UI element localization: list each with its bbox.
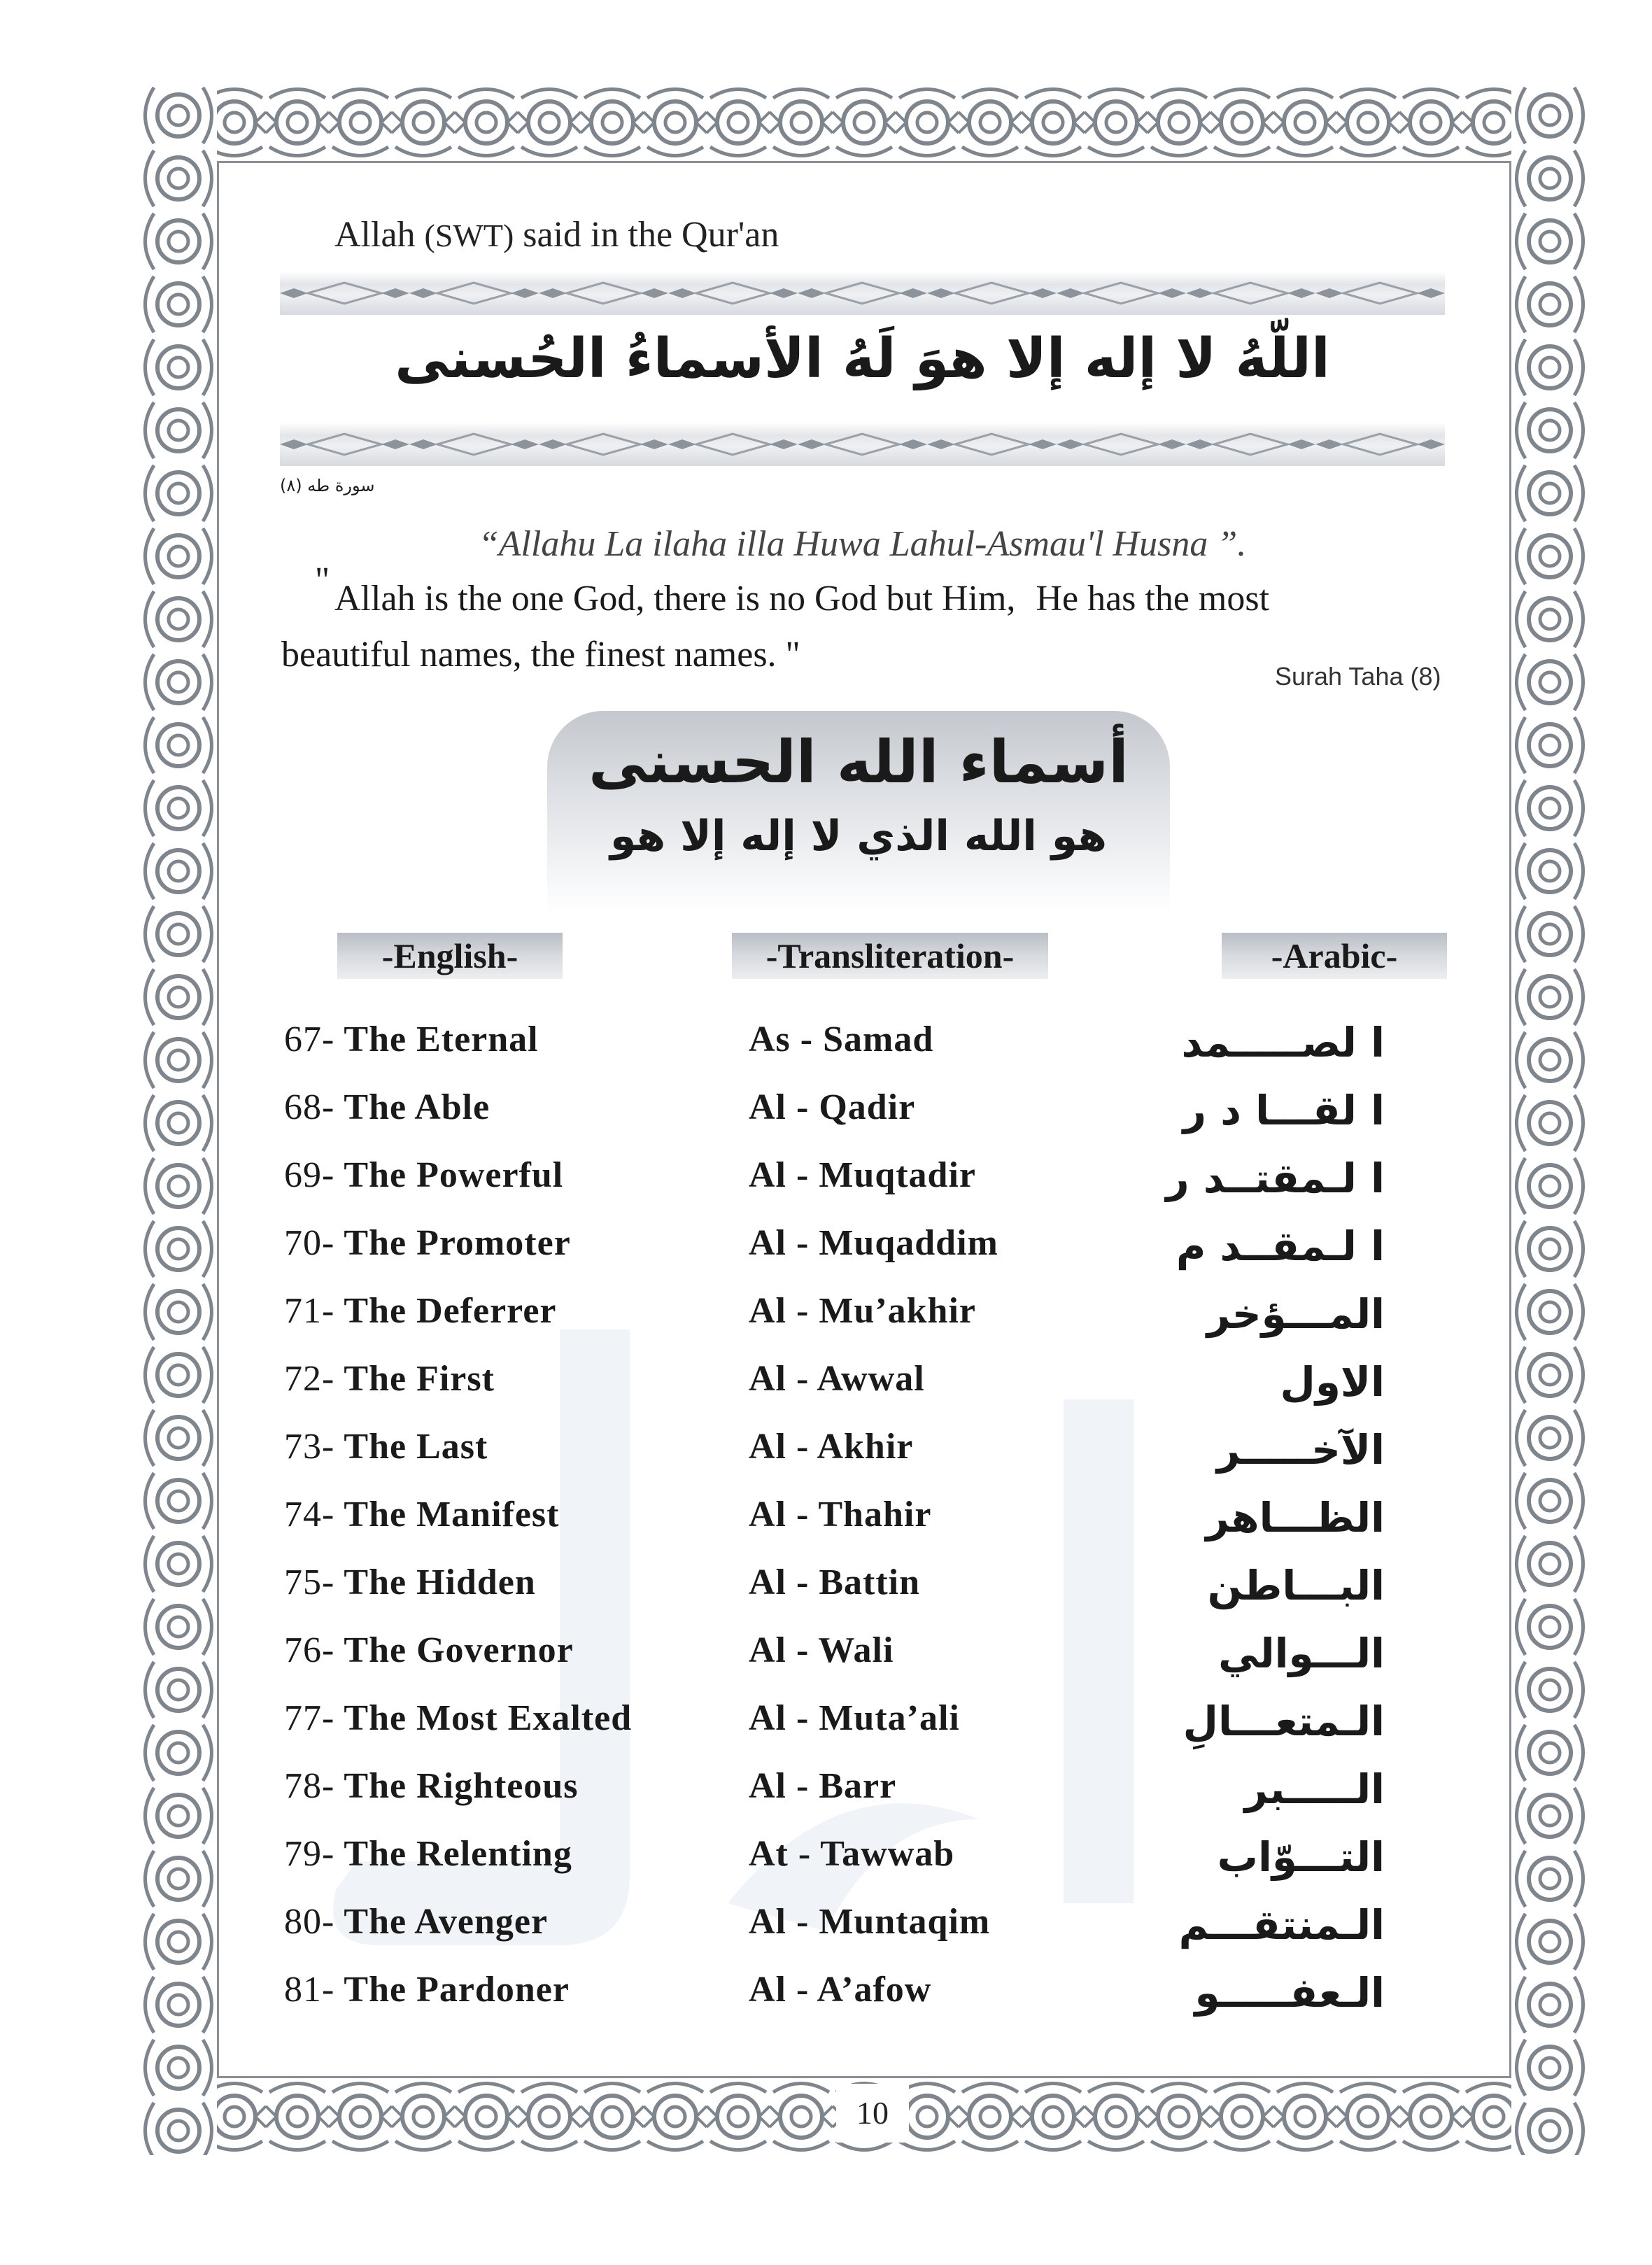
- intro-text-after: said in the Qur'an: [514, 215, 779, 255]
- english-name-text: The Avenger: [344, 1902, 549, 1942]
- transliteration-name: Al - Wali: [749, 1630, 894, 1670]
- english-name: [284, 1494, 559, 1535]
- transliteration-name: Al - Muqtadir: [749, 1155, 976, 1195]
- english-name-text: The Most Exalted: [344, 1698, 633, 1738]
- transliteration-name: Al - Battin: [749, 1562, 920, 1602]
- english-name-text: The Hidden: [344, 1562, 536, 1602]
- row-number: 75-: [284, 1562, 335, 1602]
- quote-open-mark: ": [315, 560, 330, 600]
- transliteration-name: Al - Akhir: [749, 1427, 914, 1467]
- diamond-ornament-strip-bottom: [280, 423, 1445, 466]
- translation-line1-part-b: He has the most: [1036, 579, 1270, 619]
- english-name-text: The First: [344, 1359, 495, 1399]
- english-name: [284, 1290, 556, 1332]
- column-header-arabic: -Arabic-: [1222, 933, 1447, 979]
- intro-text-before: Allah: [334, 215, 425, 255]
- transliteration-name: At - Tawwab: [749, 1834, 955, 1874]
- intro-swt: (SWT): [424, 218, 514, 253]
- row-number: 74-: [284, 1495, 335, 1534]
- english-name: [284, 1155, 563, 1196]
- english-name: [284, 1630, 574, 1671]
- row-number: 77-: [284, 1698, 335, 1738]
- table-row: [0, 1426, 1652, 1493]
- arabic-name: المـــؤخر: [1206, 1290, 1385, 1338]
- english-name-text: The Relenting: [344, 1834, 572, 1874]
- row-number: 79-: [284, 1834, 335, 1874]
- transliteration-name: Al - Muta’ali: [749, 1698, 960, 1738]
- arabic-name: الـمنتقـــم: [1178, 1901, 1385, 1949]
- table-row: [0, 1562, 1652, 1629]
- row-number: 78-: [284, 1766, 335, 1806]
- intro-line: [334, 214, 779, 255]
- arabic-name: الاول: [1280, 1358, 1385, 1406]
- verse-translation-line1: [334, 578, 1269, 619]
- arabic-name: الـــــبر: [1244, 1765, 1385, 1813]
- transliteration-name: Al - Awwal: [749, 1359, 925, 1399]
- table-row: [0, 1901, 1652, 1968]
- english-name-text: The Powerful: [344, 1155, 564, 1195]
- english-name: [284, 1901, 548, 1942]
- table-row: [0, 1155, 1652, 1222]
- diamond-ornament-strip-top: [280, 271, 1445, 315]
- column-header-transliteration: -Transliteration-: [732, 933, 1048, 979]
- table-row: [0, 1630, 1652, 1697]
- arabic-name: ا لـمقتــد ر: [1166, 1155, 1385, 1202]
- table-row: [0, 1019, 1652, 1086]
- table-row: [0, 1969, 1652, 2036]
- table-row: [0, 1358, 1652, 1425]
- english-name-text: The Manifest: [344, 1495, 560, 1534]
- english-name-text: The Eternal: [344, 1019, 539, 1059]
- table-row: [0, 1698, 1652, 1765]
- row-number: 70-: [284, 1223, 335, 1263]
- verse-arabic: اللّهُ لا إله إلا هوَ لَهُ الأسماءُ الحُسنى: [395, 327, 1330, 390]
- table-row: [0, 1833, 1652, 1900]
- english-name-text: The Righteous: [344, 1766, 579, 1806]
- column-header-english: -English-: [337, 933, 563, 979]
- english-name-text: The Deferrer: [344, 1291, 557, 1331]
- english-name: [284, 1426, 488, 1467]
- transliteration-name: Al - Qadir: [749, 1087, 916, 1127]
- row-number: 81-: [284, 1970, 335, 2010]
- arabic-name: التـــوّاب: [1217, 1833, 1385, 1881]
- row-number: 76-: [284, 1630, 335, 1670]
- row-number: 68-: [284, 1087, 335, 1127]
- verse-reference-arabic: سورة طه (٨): [280, 476, 375, 495]
- english-name: [284, 1358, 495, 1399]
- table-row: [0, 1494, 1652, 1561]
- english-name: [284, 1019, 539, 1060]
- verse-transliteration: “Allahu La ilaha illa Huwa Lahul-Asmau'l Husna ”.: [478, 524, 1247, 564]
- english-name: [284, 1765, 579, 1807]
- arabic-name: ا لـمقــد م: [1176, 1222, 1385, 1270]
- english-name: [284, 1969, 570, 2010]
- row-number: 80-: [284, 1902, 335, 1942]
- english-name-text: The Promoter: [344, 1223, 571, 1263]
- page-number: 10: [836, 2084, 909, 2143]
- arabic-name: الظـــاهر: [1206, 1494, 1385, 1541]
- transliteration-name: Al - Muqaddim: [749, 1223, 998, 1263]
- table-row: [0, 1087, 1652, 1154]
- arabic-name: الـعفـــــو: [1194, 1969, 1385, 2017]
- row-number: 73-: [284, 1427, 335, 1467]
- arabic-name: ا لقـــا د ر: [1182, 1087, 1385, 1134]
- english-name: [284, 1087, 490, 1128]
- transliteration-name: As - Samad: [749, 1019, 934, 1059]
- english-name: [284, 1833, 572, 1875]
- row-number: 67-: [284, 1019, 335, 1059]
- arabic-name: ا لصـــــمد: [1181, 1019, 1385, 1066]
- arabic-name: الـــوالي: [1218, 1630, 1385, 1677]
- row-number: 72-: [284, 1359, 335, 1399]
- table-row: [0, 1290, 1652, 1357]
- surah-reference: Surah Taha (8): [1275, 662, 1441, 691]
- table-row: [0, 1222, 1652, 1290]
- english-name: [284, 1698, 632, 1739]
- transliteration-name: Al - Muntaqim: [749, 1902, 991, 1942]
- english-name-text: The Pardoner: [344, 1970, 570, 2010]
- english-name: [284, 1222, 571, 1264]
- translation-line1-part-a: Allah is the one God, there is no God but Him,: [334, 579, 1016, 619]
- english-name-text: The Governor: [344, 1630, 574, 1670]
- english-name-text: The Able: [344, 1087, 490, 1127]
- arabic-name: الآخـــــر: [1216, 1426, 1385, 1474]
- border-top-ornament: [140, 84, 1588, 161]
- verse-translation-line2: beautiful names, the finest names. ": [281, 635, 800, 675]
- arabic-name: البـــاطن: [1207, 1562, 1385, 1609]
- transliteration-name: Al - Mu’akhir: [749, 1291, 976, 1331]
- transliteration-name: Al - Thahir: [749, 1495, 932, 1534]
- row-number: 71-: [284, 1291, 335, 1331]
- arabic-name: الـمتعـــالِ: [1182, 1698, 1385, 1745]
- row-number: 69-: [284, 1155, 335, 1195]
- english-name: [284, 1562, 536, 1603]
- title-arabic-main: أسماء الله الحسنى: [588, 728, 1129, 796]
- transliteration-name: Al - A’afow: [749, 1970, 932, 2010]
- table-row: [0, 1765, 1652, 1833]
- english-name-text: The Last: [344, 1427, 488, 1467]
- transliteration-name: Al - Barr: [749, 1766, 897, 1806]
- title-arabic-sub: هو الله الذي لا إله إلا هو: [610, 812, 1107, 861]
